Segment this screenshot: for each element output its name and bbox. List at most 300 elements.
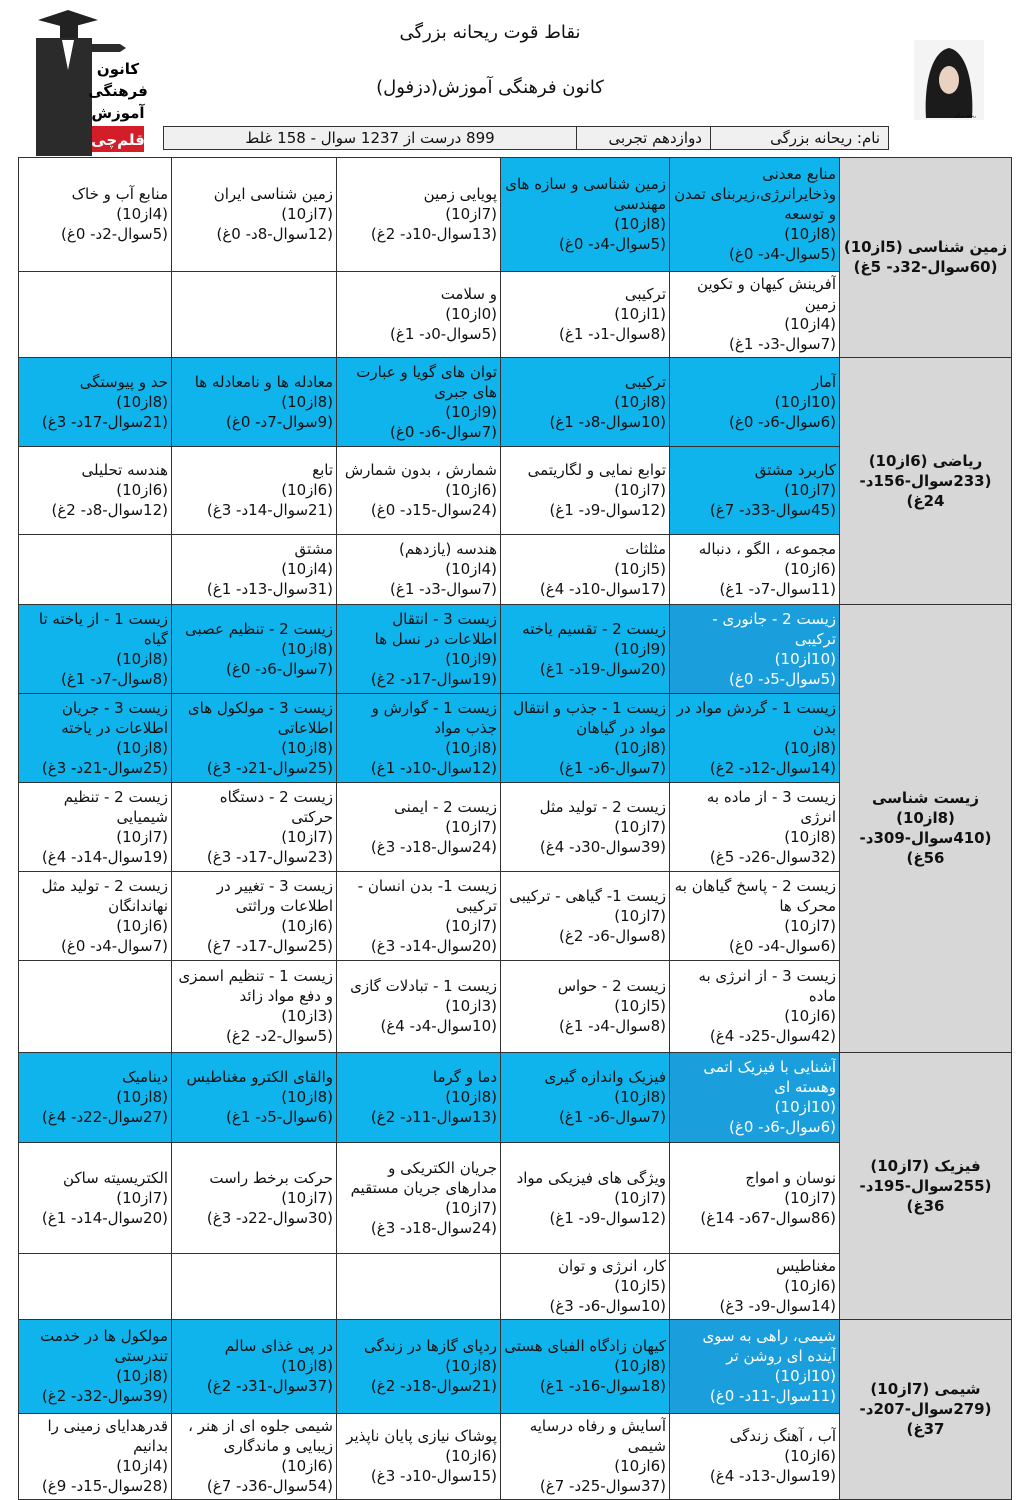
topic-detail: (21سوال-17د- 3غ) xyxy=(41,412,168,431)
topic-detail: (37سوال-25د- 7غ) xyxy=(539,1477,666,1495)
topic-detail: (12سوال-8د- 0غ) xyxy=(216,225,333,243)
topic-cell xyxy=(501,1320,670,1414)
topic-score: (8از10) xyxy=(116,1088,168,1106)
topic-score: (8از10) xyxy=(784,225,836,243)
topic-detail: (31سوال-13د- 1غ) xyxy=(206,580,333,598)
topic-score: (9از10) xyxy=(614,639,666,658)
topic-detail: (8سوال-1د- 1غ) xyxy=(559,325,666,343)
topic-score: (8از10) xyxy=(445,1088,497,1106)
topic-name: ترکیبی xyxy=(624,372,666,391)
topic-name: فیزیک واندازه گیری xyxy=(544,1068,666,1086)
topic-cell xyxy=(337,1320,501,1414)
topic-score: (7از10) xyxy=(784,916,836,935)
topic-cell xyxy=(172,1320,337,1414)
topic-cell xyxy=(172,694,337,783)
topic-detail: (25سوال-21د- 3غ) xyxy=(41,758,168,777)
topic-cell xyxy=(172,158,337,272)
topic-cell xyxy=(19,1053,172,1143)
topic-name: مغناطیس xyxy=(776,1257,836,1275)
topic-cell xyxy=(337,358,501,447)
topic-detail: (54سوال-36د- 7غ) xyxy=(206,1477,333,1495)
table-row xyxy=(19,1320,1012,1414)
topic-name: زیست 2 - تقسیم یاخته xyxy=(522,619,666,638)
topic-score: (5از10) xyxy=(614,560,666,578)
topic-cell xyxy=(501,783,670,872)
topic-cell xyxy=(172,1254,337,1320)
topic-score: (8از10) xyxy=(116,1367,168,1385)
topic-cell xyxy=(337,605,501,694)
topic-score: (7از10) xyxy=(445,205,497,223)
topic-name: کار، انرژی و توان xyxy=(557,1257,666,1275)
topic-name: زیست 2 - ایمنی xyxy=(394,797,497,816)
topic-detail: (10سوال-4د- 4غ) xyxy=(380,1017,497,1035)
topic-detail: (7سوال-6د- 0غ) xyxy=(390,422,497,441)
subject-cell: شیمی (7از10) (279سوال-207د- 37غ) xyxy=(840,1320,1012,1500)
topic-cell xyxy=(501,961,670,1053)
topic-detail: (6سوال-6د- 0غ) xyxy=(729,1118,836,1136)
topic-name: و سلامت xyxy=(440,285,497,303)
topic-detail: (28سوال-15د- 9غ) xyxy=(41,1477,168,1495)
topic-cell xyxy=(19,1254,172,1320)
topic-name: زیست 1 - از یاخته تا گیاه xyxy=(38,609,168,648)
topic-name: نوسان و امواج xyxy=(745,1168,836,1187)
topic-detail: (21سوال-18د- 2غ) xyxy=(370,1377,497,1395)
topic-name: زیست 3 - انتقال اطلاعات در نسل ها xyxy=(374,609,497,648)
topic-score: (7از10) xyxy=(784,1188,836,1207)
topic-detail: (14سوال-9د- 3غ) xyxy=(719,1297,836,1315)
topic-detail: (20سوال-14د- 1غ) xyxy=(41,1208,168,1227)
topic-cell xyxy=(501,1053,670,1143)
topic-score: (8از10) xyxy=(784,738,836,757)
topic-cell xyxy=(670,694,840,783)
topic-cell xyxy=(670,358,840,447)
topic-score: (7از10) xyxy=(445,817,497,836)
topic-detail: (13سوال-10د- 2غ) xyxy=(370,225,497,243)
page-title: نقاط قوت ریحانه بزرگی xyxy=(399,22,581,43)
topic-detail: (8سوال-7د- 1غ) xyxy=(61,669,168,688)
topic-score: (6از10) xyxy=(281,916,333,935)
logo-text-1: کانون xyxy=(96,60,140,78)
topic-detail: (7سوال-4د- 0غ) xyxy=(61,936,168,955)
topic-score: (7از10) xyxy=(614,817,666,836)
topic-name: جریان الکتریکی و مدارهای جریان مستقیم xyxy=(350,1158,497,1197)
topic-cell xyxy=(501,1414,670,1500)
topic-cell xyxy=(19,1143,172,1254)
topic-score: (8از10) xyxy=(784,827,836,846)
topic-detail: (6سوال-6د- 0غ) xyxy=(729,412,836,431)
topic-cell xyxy=(172,535,337,605)
topic-detail: (39سوال-30د- 4غ) xyxy=(539,837,666,856)
topic-cell xyxy=(172,961,337,1053)
topic-cell xyxy=(172,358,337,447)
topic-detail: (24سوال-15د- 0غ) xyxy=(370,501,497,519)
topic-score: (7از10) xyxy=(614,906,666,925)
topic-cell xyxy=(337,1143,501,1254)
topic-cell xyxy=(501,358,670,447)
topic-detail: (12سوال-9د- 1غ) xyxy=(549,501,666,519)
topic-detail: (11سوال-7د- 1غ) xyxy=(719,580,836,598)
topic-cell xyxy=(670,272,840,358)
topic-name: شمارش ، بدون شمارش xyxy=(344,461,497,479)
topic-cell xyxy=(670,158,840,272)
topic-score: (4از10) xyxy=(281,560,333,578)
topic-score: (10از10) xyxy=(774,392,836,411)
topic-detail: (13سوال-11د- 2غ) xyxy=(370,1108,497,1126)
topic-detail: (5سوال-5د- 0غ) xyxy=(729,669,836,688)
topic-cell xyxy=(19,1414,172,1500)
topic-detail: (20سوال-14د- 3غ) xyxy=(370,936,497,955)
topic-name: زیست 2 - دستگاه حرکتی xyxy=(219,787,333,826)
topic-name: زیست 3 - تغییر در اطلاعات وراثتی xyxy=(216,876,333,915)
topic-score: (7از10) xyxy=(445,916,497,935)
topic-score: (8از10) xyxy=(614,1088,666,1106)
table-row xyxy=(19,605,1012,694)
topic-detail: (24سوال-18د- 3غ) xyxy=(370,837,497,856)
topic-score: (7از10) xyxy=(614,481,666,499)
student-grade: دوازدهم تجربی xyxy=(576,127,710,149)
student-info-bar xyxy=(163,126,889,150)
topic-name: حرکت برخط راست xyxy=(209,1168,333,1187)
topic-score: (5از10) xyxy=(614,997,666,1015)
topic-detail: (5سوال-0د- 1غ) xyxy=(390,325,497,343)
topic-cell xyxy=(670,535,840,605)
topic-detail: (37سوال-31د- 2غ) xyxy=(206,1377,333,1395)
topic-name: پوشاک نیازی پایان ناپذیر xyxy=(346,1427,497,1445)
topic-detail: (9سوال-7د- 0غ) xyxy=(226,412,333,431)
logo-text-4: قلم‌چی xyxy=(91,131,145,149)
topic-name: منابع آب و خاک xyxy=(71,185,168,203)
topic-detail: (5سوال-4د- 0غ) xyxy=(729,245,836,263)
topic-cell xyxy=(337,1254,501,1320)
topic-cell xyxy=(337,961,501,1053)
topic-cell xyxy=(670,783,840,872)
topic-name: آسایش و رفاه درسایه شیمی xyxy=(529,1417,666,1455)
topic-score: (6از10) xyxy=(784,1447,836,1465)
topic-score: (6از10) xyxy=(281,481,333,499)
topic-cell xyxy=(501,872,670,961)
topic-detail: (11سوال-11د- 0غ) xyxy=(709,1387,836,1405)
institute-name: کانون فرهنگی آموزش(دزفول) xyxy=(376,77,604,98)
topic-score: (7از10) xyxy=(281,1188,333,1207)
photo-caption: ریحانه بزرگی xyxy=(954,113,976,118)
topic-name: ویژگی های فیزیکی مواد xyxy=(516,1168,666,1187)
topic-name: کیهان زادگاه الفبای هستی xyxy=(504,1337,666,1355)
topic-cell xyxy=(501,694,670,783)
topic-score: (7از10) xyxy=(445,1198,497,1217)
topic-cell xyxy=(337,694,501,783)
topic-detail: (5سوال-2د- 0غ) xyxy=(61,225,168,243)
topic-cell xyxy=(172,1053,337,1143)
topic-score: (8از10) xyxy=(116,392,168,411)
topic-name: زیست 3 - مولکول های اطلاعاتی xyxy=(187,698,333,737)
topic-score: (6از10) xyxy=(445,481,497,499)
topic-name: پویایی زمین xyxy=(423,185,497,203)
topic-name: زیست 1 - تنظیم اسمزی و دفع مواد زائد xyxy=(178,967,333,1005)
topic-score: (4از10) xyxy=(116,1457,168,1475)
topic-name: شیمی جلوه ای از هنر ، زیبایی و ماندگاری xyxy=(188,1417,333,1455)
topic-detail: (32سوال-26د- 5غ) xyxy=(709,847,836,866)
topic-cell xyxy=(670,1254,840,1320)
topic-score: (10از10) xyxy=(774,1367,836,1385)
topic-detail: (10سوال-8د- 1غ) xyxy=(549,412,666,431)
topic-detail: (7سوال-3د- 1غ) xyxy=(729,335,836,353)
topic-cell xyxy=(172,447,337,535)
topic-name: زیست 1- بدن انسان - ترکیبی xyxy=(357,876,497,915)
topic-score: (8از10) xyxy=(281,639,333,658)
topic-cell xyxy=(19,358,172,447)
topic-cell xyxy=(19,447,172,535)
topic-name: زیست 1- گیاهی - ترکیبی xyxy=(509,886,666,905)
topic-name: زیست 2 - جانوری - ترکیبی xyxy=(712,609,836,648)
topic-cell xyxy=(501,1254,670,1320)
topic-score: (7از10) xyxy=(784,481,836,499)
table-row xyxy=(19,1053,1012,1143)
topic-detail: (24سوال-18د- 3غ) xyxy=(370,1218,497,1237)
topic-cell xyxy=(337,872,501,961)
logo-text-3: آموزش xyxy=(91,104,145,122)
topic-score: (6از10) xyxy=(445,1447,497,1465)
topic-name: ردپای گازها در زندگی xyxy=(363,1337,497,1355)
topic-name: کاربرد مشتق xyxy=(754,461,836,479)
topic-cell xyxy=(19,872,172,961)
topic-score: (8از10) xyxy=(445,1357,497,1375)
table-row xyxy=(19,358,1012,447)
topic-score: (10از10) xyxy=(774,649,836,668)
topic-cell xyxy=(19,694,172,783)
topic-cell xyxy=(19,961,172,1053)
topic-score: (9از10) xyxy=(445,402,497,421)
topic-cell xyxy=(19,535,172,605)
topic-score: (10از10) xyxy=(774,1098,836,1116)
topic-name: آفرینش کیهان و تکوین زمین xyxy=(697,275,836,313)
topic-score: (6از10) xyxy=(784,1007,836,1025)
topic-detail: (6سوال-4د- 0غ) xyxy=(729,936,836,955)
topic-detail: (8سوال-6د- 2غ) xyxy=(559,926,666,945)
topic-cell xyxy=(19,158,172,272)
topic-detail: (21سوال-14د- 3غ) xyxy=(206,501,333,519)
topic-cell xyxy=(670,1143,840,1254)
strengths-table xyxy=(18,157,1012,1500)
topic-name: معادله ها و نامعادله ها xyxy=(194,372,333,391)
topic-score: (7از10) xyxy=(116,827,168,846)
kanoon-logo xyxy=(18,6,148,158)
subject-cell: زیست شناسی (8از10) (410سوال-309د- 56غ) xyxy=(840,605,1012,1053)
topic-detail: (19سوال-13د- 4غ) xyxy=(709,1467,836,1485)
topic-score: (5از10) xyxy=(614,1277,666,1295)
topic-name: توان های گویا و عبارت های جبری xyxy=(356,362,497,401)
topic-detail: (27سوال-22د- 4غ) xyxy=(41,1108,168,1126)
topic-detail: (5سوال-2د- 2غ) xyxy=(226,1027,333,1045)
topic-detail: (23سوال-17د- 3غ) xyxy=(206,847,333,866)
topic-cell xyxy=(172,272,337,358)
topic-name: مثلثات xyxy=(625,540,666,558)
topic-detail: (15سوال-10د- 3غ) xyxy=(370,1467,497,1485)
topic-name: زیست 1 - تبادلات گازی xyxy=(350,977,497,995)
topic-name: زیست 2 - تنظیم شیمیایی xyxy=(63,787,168,826)
topic-cell xyxy=(172,1143,337,1254)
topic-score: (0از10) xyxy=(445,305,497,323)
topic-cell xyxy=(337,535,501,605)
topic-name: ترکیبی xyxy=(624,285,666,303)
topic-detail: (12سوال-8د- 2غ) xyxy=(51,501,168,519)
topic-name: مجموعه ، الگو ، دنباله xyxy=(698,540,836,558)
topic-score: (8از10) xyxy=(614,215,666,233)
topic-name: زیست 1 - گردش مواد در بدن xyxy=(676,698,836,737)
topic-score: (6از10) xyxy=(116,916,168,935)
topic-score: (8از10) xyxy=(614,738,666,757)
topic-name: هندسه تحلیلی xyxy=(81,461,168,479)
score-summary: 899 درست از 1237 سوال - 158 غلط xyxy=(245,129,495,147)
topic-cell xyxy=(501,272,670,358)
topic-detail: (86سوال-67د- 14غ) xyxy=(700,1208,836,1227)
topic-score: (3از10) xyxy=(281,1007,333,1025)
subject-cell: زمین شناسی (5از10) (60سوال-32د- 5غ) xyxy=(840,158,1012,358)
topic-name: منابع معدنی وذخایرانرژی،زیربنای تمدن و توسعه xyxy=(674,165,836,223)
topic-name: آشنایی با فیزیک اتمی وهسته ای xyxy=(703,1058,836,1096)
topic-score: (6از10) xyxy=(784,560,836,578)
topic-cell xyxy=(172,783,337,872)
topic-detail: (8سوال-4د- 1غ) xyxy=(559,1017,666,1035)
topic-cell xyxy=(670,447,840,535)
topic-name: والقای الکترو مغناطیس xyxy=(186,1068,333,1086)
topic-score: (6از10) xyxy=(116,481,168,499)
topic-score: (8از10) xyxy=(614,1357,666,1375)
topic-detail: (30سوال-22د- 3غ) xyxy=(206,1208,333,1227)
student-name: نام: ریحانه بزرگی xyxy=(710,127,888,149)
topic-detail: (19سوال-17د- 2غ) xyxy=(370,669,497,688)
topic-name: مولکول ها در خدمت تندرستی xyxy=(40,1327,168,1365)
topic-score: (9از10) xyxy=(445,649,497,668)
strengths-table-body xyxy=(19,158,1012,1500)
topic-score: (8از10) xyxy=(281,738,333,757)
topic-score: (4از10) xyxy=(116,205,168,223)
topic-cell xyxy=(670,1320,840,1414)
topic-name: زیست 2 - تولید مثل xyxy=(539,797,666,816)
topic-name: زیست 2 - تنظیم عصبی xyxy=(184,619,333,638)
topic-detail: (45سوال-33د- 7غ) xyxy=(709,501,836,519)
topic-cell xyxy=(19,605,172,694)
topic-score: (4از10) xyxy=(784,315,836,333)
topic-score: (7از10) xyxy=(281,827,333,846)
topic-cell xyxy=(19,272,172,358)
topic-detail: (25سوال-17د- 7غ) xyxy=(206,936,333,955)
topic-score: (3از10) xyxy=(445,997,497,1015)
topic-detail: (14سوال-12د- 2غ) xyxy=(709,758,836,777)
topic-name: آمار xyxy=(811,372,836,391)
topic-name: زمین شناسی ایران xyxy=(213,185,333,203)
topic-score: (6از10) xyxy=(784,1277,836,1295)
topic-detail: (19سوال-14د- 4غ) xyxy=(41,847,168,866)
topic-name: در پی غذای سالم xyxy=(224,1337,333,1355)
topic-cell xyxy=(501,1143,670,1254)
topic-score: (1از10) xyxy=(614,305,666,323)
topic-cell xyxy=(501,535,670,605)
topic-cell xyxy=(19,1320,172,1414)
topic-score: (4از10) xyxy=(445,560,497,578)
topic-detail: (12سوال-10د- 1غ) xyxy=(370,758,497,777)
topic-detail: (20سوال-19د- 1غ) xyxy=(539,659,666,678)
topic-detail: (7سوال-6د- 1غ) xyxy=(559,758,666,777)
topic-score: (8از10) xyxy=(116,738,168,757)
topic-cell xyxy=(670,872,840,961)
topic-name: قدرهدایای زمینی را بدانیم xyxy=(47,1417,168,1455)
topic-score: (8از10) xyxy=(281,1357,333,1375)
topic-cell xyxy=(337,1414,501,1500)
topic-score: (6از10) xyxy=(281,1457,333,1475)
topic-cell xyxy=(501,447,670,535)
topic-name: زیست 1 - گوارش و جذب مواد xyxy=(371,698,497,737)
topic-detail: (42سوال-25د- 4غ) xyxy=(709,1027,836,1045)
topic-cell xyxy=(337,272,501,358)
table-row xyxy=(19,158,1012,272)
logo-text-2: فرهنگی xyxy=(88,82,148,100)
topic-score: (7از10) xyxy=(116,1188,168,1207)
topic-name: شیمی، راهی به سوی آینده ای روشن تر xyxy=(702,1327,836,1365)
topic-detail: (6سوال-5د- 1غ) xyxy=(226,1108,333,1126)
topic-name: زیست 3 - جریان اطلاعات در یاخته xyxy=(61,698,168,737)
topic-detail: (7سوال-3د- 1غ) xyxy=(390,580,497,598)
topic-name: آب ، آهنگ زندگی xyxy=(729,1427,836,1445)
topic-cell xyxy=(337,447,501,535)
topic-name: زیست 3 - از ماده به انرژی xyxy=(706,787,836,826)
topic-score: (8از10) xyxy=(281,1088,333,1106)
topic-name: زیست 3 - از انرژی به ماده xyxy=(698,967,836,1005)
topic-name: زیست 2 - پاسخ گیاهان به محرک ها xyxy=(674,876,836,915)
topic-name: زمین شناسی و سازه های مهندسی xyxy=(505,175,666,213)
topic-cell xyxy=(19,783,172,872)
topic-name: دما و گرما xyxy=(432,1068,497,1086)
topic-name: دینامیک xyxy=(122,1068,168,1086)
topic-detail: (39سوال-32د- 2غ) xyxy=(41,1387,168,1405)
topic-name: هندسه (یازدهم) xyxy=(399,540,497,558)
topic-cell xyxy=(670,1414,840,1500)
topic-detail: (18سوال-16د- 1غ) xyxy=(539,1377,666,1395)
topic-cell xyxy=(501,158,670,272)
subject-cell: فیزیک (7از10) (255سوال-195د- 36غ) xyxy=(840,1053,1012,1320)
topic-detail: (17سوال-10د- 4غ) xyxy=(539,580,666,598)
topic-name: زیست 2 - تولید مثل نهاندانگان xyxy=(41,876,168,915)
topic-cell xyxy=(670,961,840,1053)
topic-name: مشتق xyxy=(294,540,333,558)
topic-cell xyxy=(670,1053,840,1143)
topic-detail: (25سوال-21د- 3غ) xyxy=(206,758,333,777)
topic-score: (8از10) xyxy=(116,649,168,668)
topic-name: الکتریسیته ساکن xyxy=(63,1168,168,1187)
topic-detail: (10سوال-6د- 3غ) xyxy=(549,1297,666,1315)
topic-score: (7از10) xyxy=(281,205,333,223)
topic-cell xyxy=(172,872,337,961)
topic-cell xyxy=(337,158,501,272)
topic-detail: (7سوال-6د- 1غ) xyxy=(559,1108,666,1126)
subject-cell: ریاضی (6از10) (233سوال-156د- 24غ) xyxy=(840,358,1012,605)
topic-score: (7از10) xyxy=(614,1188,666,1207)
topic-cell xyxy=(670,605,840,694)
topic-score: (8از10) xyxy=(445,738,497,757)
topic-score: (8از10) xyxy=(281,392,333,411)
topic-name: زیست 2 - حواس xyxy=(557,977,666,995)
topic-detail: (7سوال-6د- 0غ) xyxy=(226,659,333,678)
topic-name: توابع نمایی و لگاریتمی xyxy=(527,461,666,479)
topic-name: تابع xyxy=(312,461,333,479)
topic-name: زیست 1 - جذب و انتقال مواد در گیاهان xyxy=(513,698,666,737)
topic-score: (6از10) xyxy=(614,1457,666,1475)
topic-cell xyxy=(337,783,501,872)
topic-cell xyxy=(501,605,670,694)
topic-name: حد و پیوستگی xyxy=(79,372,168,391)
topic-detail: (5سوال-4د- 0غ) xyxy=(559,235,666,253)
student-photo xyxy=(914,40,984,120)
topic-cell xyxy=(337,1053,501,1143)
